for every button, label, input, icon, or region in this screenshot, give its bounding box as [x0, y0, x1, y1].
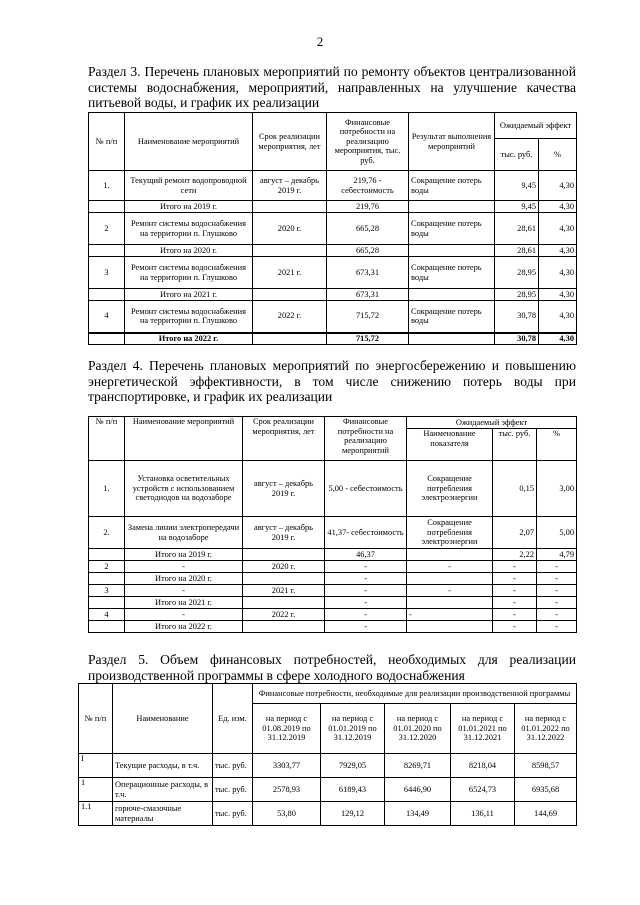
total-finance: 46,37: [325, 549, 407, 561]
total-value: -: [493, 573, 537, 585]
row-value: -: [493, 585, 537, 597]
table-row: [79, 778, 577, 802]
row-percent: 4,30: [539, 301, 577, 333]
row-value: 8218,04: [451, 754, 515, 778]
row-percent: 4,30: [539, 171, 577, 201]
header-period: на период с 01.01.2022 по 31.12.2022: [515, 704, 577, 754]
row-finance: 673,31: [327, 257, 409, 289]
total-finance: -: [325, 597, 407, 609]
row-percent: -: [537, 609, 577, 621]
table-row: [89, 609, 577, 621]
row-name: Текущий ремонт водопроводной сети: [125, 171, 253, 201]
row-value: -: [493, 561, 537, 573]
row-num: 2.: [89, 517, 125, 549]
table-row: [79, 754, 577, 778]
row-value: 28,95: [495, 257, 539, 289]
row-value: -: [493, 609, 537, 621]
row-name: -: [125, 585, 243, 597]
row-name: Ремонт системы водоснабжения на территории п. Глушково: [125, 213, 253, 245]
row-indicator: -: [407, 609, 493, 621]
row-name: горюче-смазочные материалы: [113, 802, 213, 826]
header-name: Наименование: [113, 684, 213, 754]
section-4-title: Раздел 4. Перечень плановых мероприятий по энергосбережению и повышению энергетической эффективности, в том числе снижению потерь воды при транспортировке, и график их реализации: [88, 358, 576, 404]
row-term: август – декабрь 2019 г.: [243, 517, 325, 549]
row-value: 9,45: [495, 171, 539, 201]
header-unit: тыс. руб.: [493, 429, 537, 461]
header-period: на период с 01.08.2019 по 31.12.2019: [253, 704, 321, 754]
row-unit: тыс. руб.: [213, 754, 253, 778]
header-term: Срок реализации мероприятия, лет: [243, 417, 325, 461]
header-num: № п/п: [89, 417, 125, 461]
row-num: 2: [89, 561, 125, 573]
row-num: 4: [89, 609, 125, 621]
row-value: 6524,73: [451, 778, 515, 802]
total-finance: 219,76: [327, 201, 409, 213]
row-indicator: Сокращение потребления электроэнергии: [407, 461, 493, 517]
total-row: [89, 245, 577, 257]
header-finance-group: Финансовые потребности, необходимые для реализации производственной программы: [253, 684, 577, 704]
section-5-title: Раздел 5. Объем финансовых потребностей, необходимых для реализации производственной программы в сфере холодного водоснабжения: [88, 652, 576, 683]
total-finance: 673,31: [327, 289, 409, 301]
table-row: [89, 213, 577, 245]
row-value: 134,49: [385, 802, 451, 826]
total-label: Итого на 2019 г.: [125, 201, 253, 213]
total-label: Итого на 2019 г.: [125, 549, 243, 561]
total-row: [89, 289, 577, 301]
row-value: 8598,57: [515, 754, 577, 778]
row-result: Сокращение потерь воды: [409, 171, 495, 201]
page-number: 2: [316, 34, 324, 49]
row-percent: -: [537, 561, 577, 573]
row-finance: -: [325, 561, 407, 573]
row-percent: 3,00: [537, 461, 577, 517]
row-num: 2: [89, 213, 125, 245]
row-value: 129,12: [321, 802, 385, 826]
row-num: 1.: [89, 171, 125, 201]
table-row: [89, 585, 577, 597]
row-finance: 665,28: [327, 213, 409, 245]
header-num: № п/п: [89, 113, 125, 171]
table-row: [89, 461, 577, 517]
total-value: 9,45: [495, 201, 539, 213]
total-row: [89, 597, 577, 609]
row-name: -: [125, 561, 243, 573]
row-name: Операционные расходы, в т.ч.: [113, 778, 213, 802]
row-term: август – декабрь 2019 г.: [253, 171, 327, 201]
row-value: 3303,77: [253, 754, 321, 778]
row-value: 28,61: [495, 213, 539, 245]
total-label: Итого на 2021 г.: [125, 289, 253, 301]
total-finance: -: [325, 573, 407, 585]
table-row: [89, 257, 577, 289]
row-term: 2022 г.: [243, 609, 325, 621]
total-value: 28,61: [495, 245, 539, 257]
header-effect: Ожидаемый эффект: [495, 113, 577, 139]
row-num: 3: [89, 257, 125, 289]
row-num: 1: [79, 778, 113, 802]
table-row: [89, 561, 577, 573]
row-num: 4: [89, 301, 125, 333]
total-percent: -: [537, 573, 577, 585]
row-name: Ремонт системы водоснабжения на территории п. Глушково: [125, 301, 253, 333]
row-unit: тыс. руб.: [213, 778, 253, 802]
row-percent: 4,30: [539, 257, 577, 289]
row-value: 6935,68: [515, 778, 577, 802]
header-period: на период с 01.01.2020 по 31.12.2020: [385, 704, 451, 754]
table-row: [89, 171, 577, 201]
row-value: 0,15: [493, 461, 537, 517]
row-num: I: [79, 754, 113, 778]
row-term: 2021 г.: [253, 257, 327, 289]
row-name: Установка осветительных устройств с использованием светодиодов на водозаборе: [125, 461, 243, 517]
total-finance: 665,28: [327, 245, 409, 257]
section-5-table: [78, 683, 577, 826]
row-finance: 5,00 - себестоимость: [325, 461, 407, 517]
row-finance: -: [325, 585, 407, 597]
total-percent: 4,79: [537, 549, 577, 561]
row-term: 2021 г.: [243, 585, 325, 597]
row-num: 1.1: [79, 802, 113, 826]
total-percent: 4,30: [539, 289, 577, 301]
header-num: № п/п: [79, 684, 113, 754]
row-percent: 5,00: [537, 517, 577, 549]
total-finance: 715,72: [327, 333, 409, 345]
header-unit: Ед. изм.: [213, 684, 253, 754]
row-value: 6189,43: [321, 778, 385, 802]
total-percent: 4,30: [539, 333, 577, 345]
total-row: [89, 333, 577, 345]
row-finance: 41,37- себестоимость: [325, 517, 407, 549]
row-value: 136,11: [451, 802, 515, 826]
total-percent: -: [537, 597, 577, 609]
header-period: на период с 01.01.2021 по 31.12.2021: [451, 704, 515, 754]
total-percent: 4,30: [539, 245, 577, 257]
total-percent: -: [537, 621, 577, 633]
row-percent: -: [537, 585, 577, 597]
header-unit: тыс. руб.: [495, 139, 539, 171]
header-finance: Финансовые потребности на реализацию мероприятий: [325, 417, 407, 461]
row-result: Сокращение потерь воды: [409, 301, 495, 333]
total-label: Итого на 2022 г.: [125, 333, 253, 345]
section-3-title: Раздел 3. Перечень плановых мероприятий по ремонту объектов централизованной системы водоснабжения, мероприятий, направленных на улучшение качества питьевой воды, и график их реализации: [88, 64, 576, 110]
total-finance: -: [325, 621, 407, 633]
total-value: -: [493, 621, 537, 633]
row-num: 1.: [89, 461, 125, 517]
row-name: Ремонт системы водоснабжения на территории п. Глушково: [125, 257, 253, 289]
total-row: [89, 201, 577, 213]
row-indicator: Сокращение потребления электроэнергии: [407, 517, 493, 549]
header-percent: %: [539, 139, 577, 171]
row-term: 2022 г.: [253, 301, 327, 333]
row-term: 2020 г.: [243, 561, 325, 573]
header-finance: Финансовые потребности на реализацию мероприятия, тыс. руб.: [327, 113, 409, 171]
row-name: Замена линии электропередачи на водозаборе: [125, 517, 243, 549]
total-value: 30,78: [495, 333, 539, 345]
table-row: [89, 517, 577, 549]
row-name: -: [125, 609, 243, 621]
row-term: 2020 г.: [253, 213, 327, 245]
total-value: 2,22: [493, 549, 537, 561]
header-term: Срок реализации мероприятия, лет: [253, 113, 327, 171]
header-result: Результат выполнения мероприятий: [409, 113, 495, 171]
row-value: 53,80: [253, 802, 321, 826]
row-num: 3: [89, 585, 125, 597]
header-indicator: Наименование показателя: [407, 429, 493, 461]
header-period: на период с 01.01.2019 по 31.12.2019: [321, 704, 385, 754]
total-value: 28,95: [495, 289, 539, 301]
row-finance: 219,76 - себестоимость: [327, 171, 409, 201]
row-indicator: -: [407, 585, 493, 597]
row-value: 2578,93: [253, 778, 321, 802]
row-value: 30,78: [495, 301, 539, 333]
header-percent: %: [537, 429, 577, 461]
row-value: 2,07: [493, 517, 537, 549]
section-4-table: [88, 416, 577, 633]
row-result: Сокращение потерь воды: [409, 257, 495, 289]
row-finance: 715,72: [327, 301, 409, 333]
row-indicator: -: [407, 561, 493, 573]
row-result: Сокращение потерь воды: [409, 213, 495, 245]
row-value: 144,69: [515, 802, 577, 826]
row-finance: -: [325, 609, 407, 621]
total-label: Итого на 2022 г.: [125, 621, 243, 633]
total-percent: 4,30: [539, 201, 577, 213]
row-term: август – декабрь 2019 г.: [243, 461, 325, 517]
section-3-table: [88, 112, 577, 345]
row-percent: 4,30: [539, 213, 577, 245]
total-row: [89, 621, 577, 633]
row-value: 8269,71: [385, 754, 451, 778]
total-label: Итого на 2020 г.: [125, 245, 253, 257]
row-name: Текущие расходы, в т.ч.: [113, 754, 213, 778]
total-row: [89, 549, 577, 561]
total-label: Итого на 2021 г.: [125, 597, 243, 609]
row-unit: тыс. руб.: [213, 802, 253, 826]
header-effect: Ожидаемый эффект: [407, 417, 577, 429]
row-value: 6446,90: [385, 778, 451, 802]
total-label: Итого на 2020 г.: [125, 573, 243, 585]
header-name: Наименование мероприятий: [125, 417, 243, 461]
row-value: 7929,05: [321, 754, 385, 778]
table-row: [79, 802, 577, 826]
total-row: [89, 573, 577, 585]
total-value: -: [493, 597, 537, 609]
table-row: [89, 301, 577, 333]
header-name: Наименование мероприятий: [125, 113, 253, 171]
